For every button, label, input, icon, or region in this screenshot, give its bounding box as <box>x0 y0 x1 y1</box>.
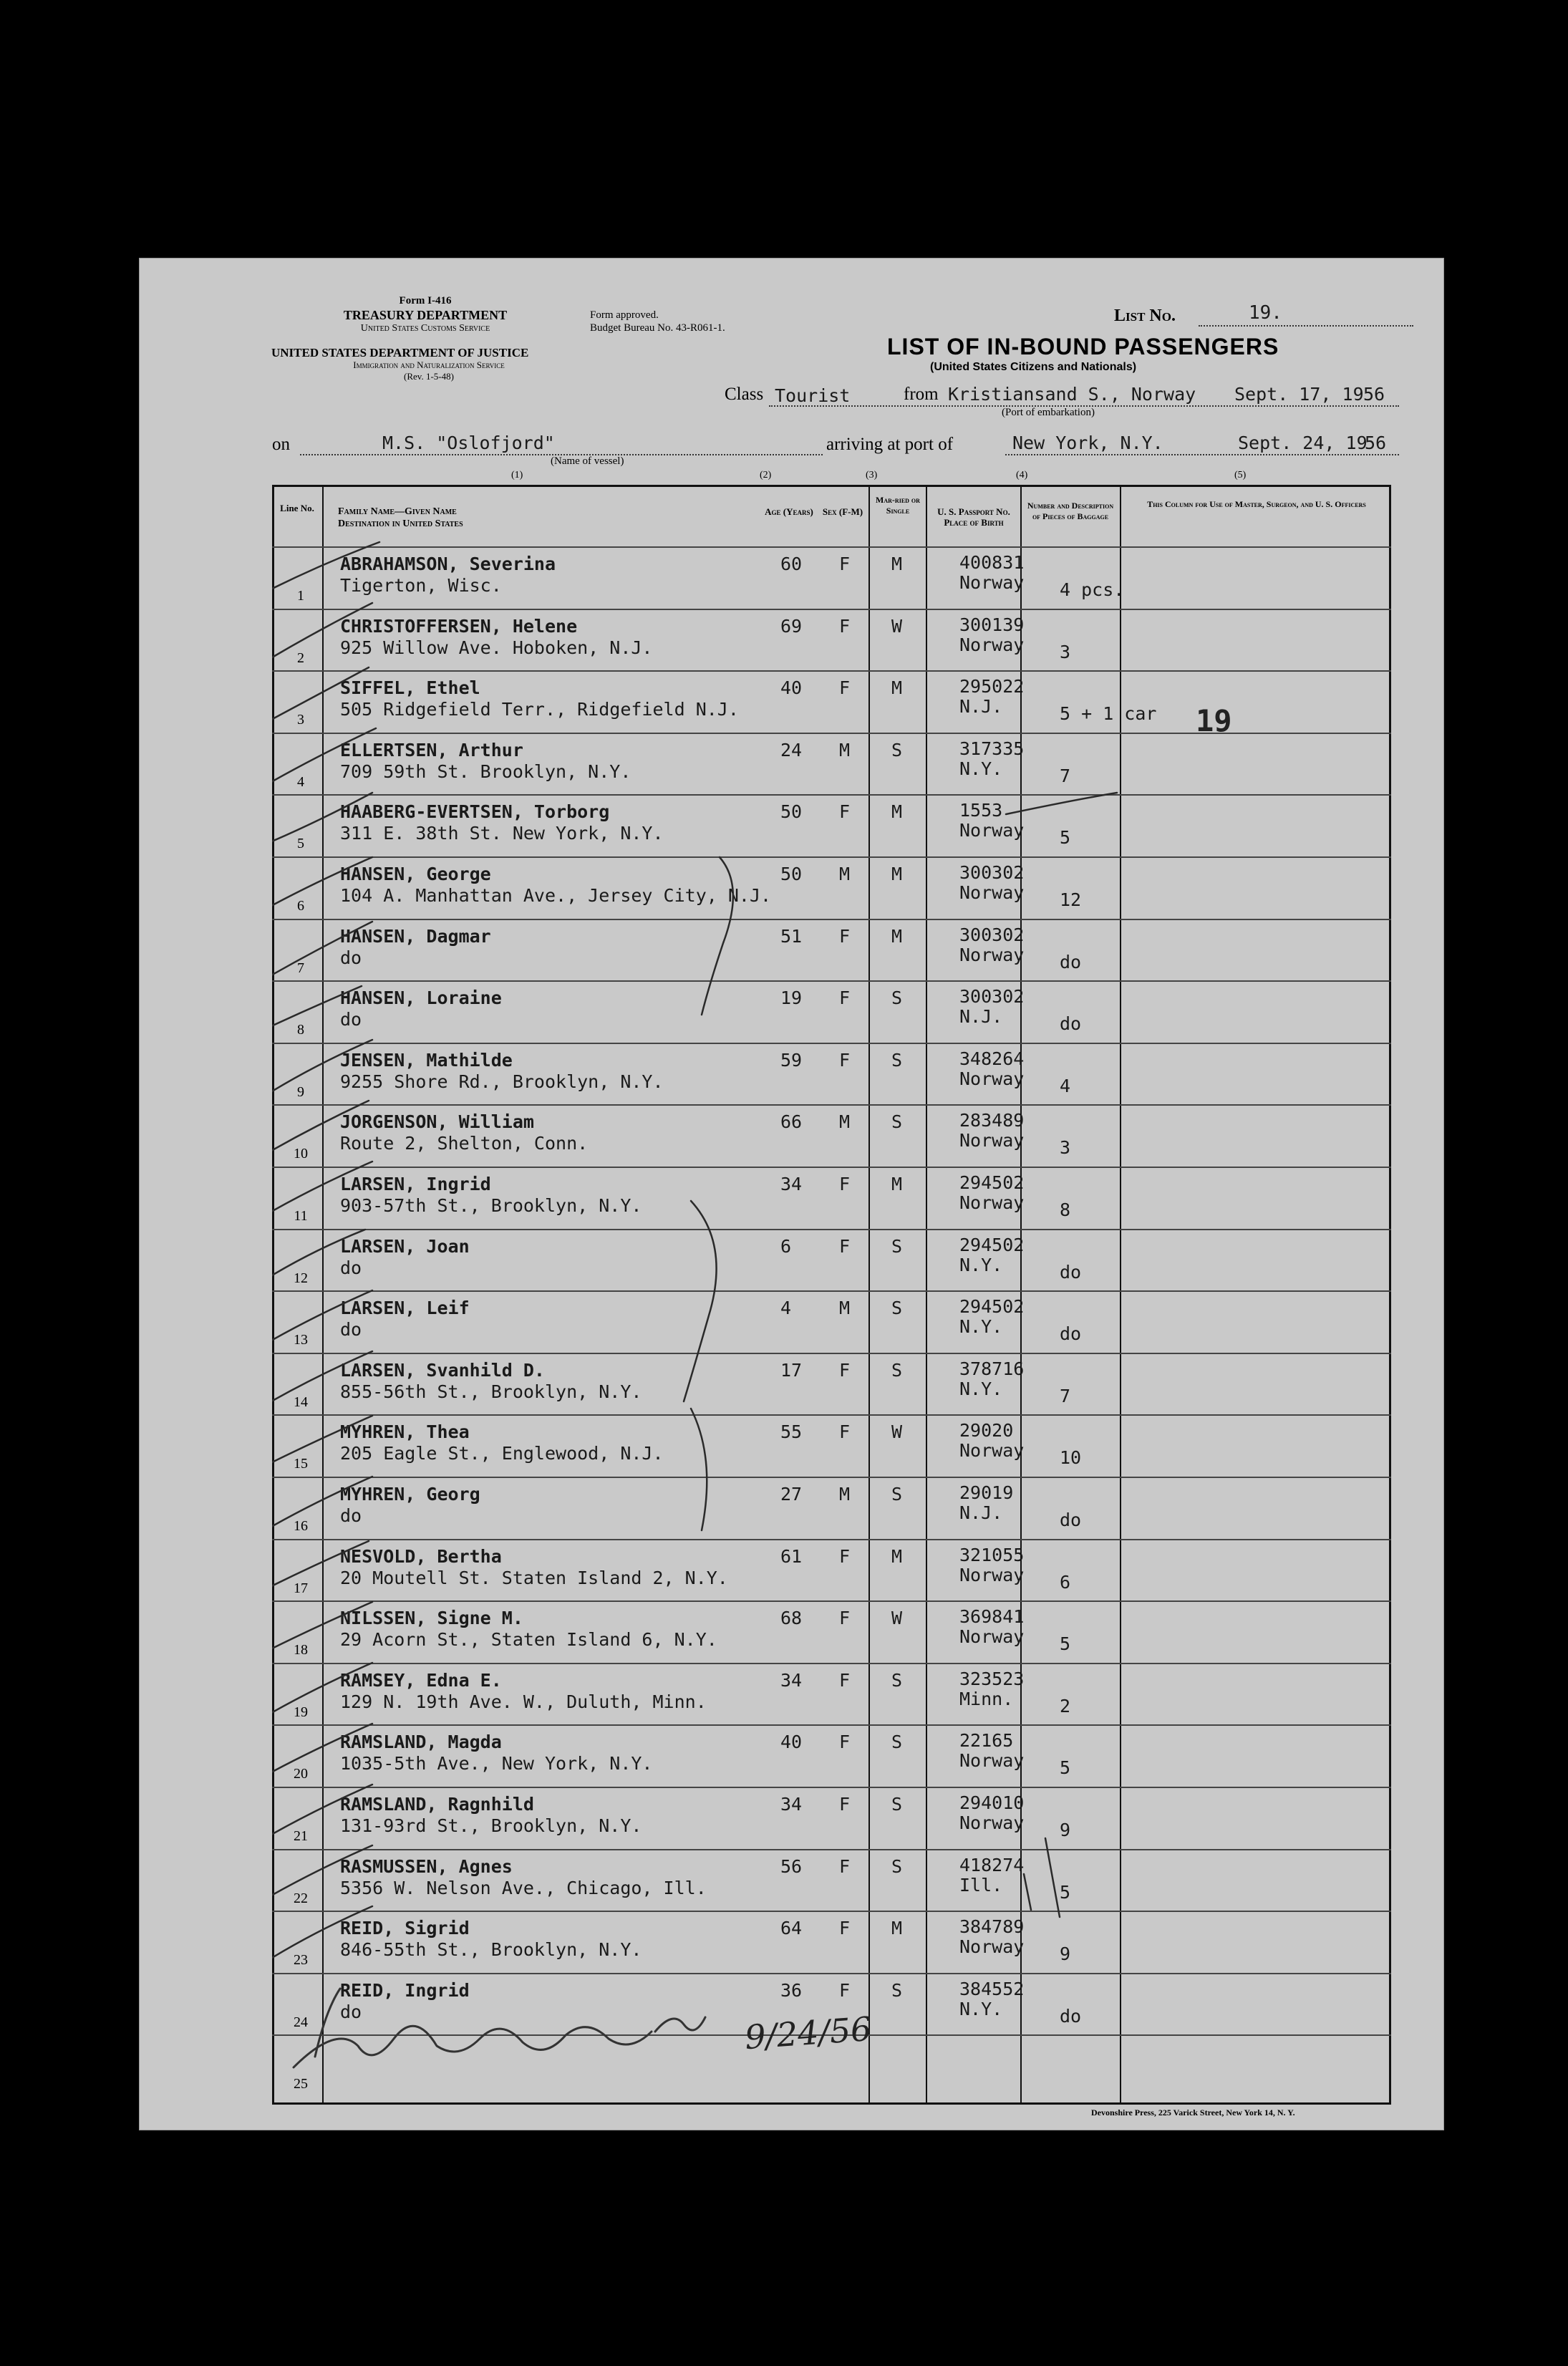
row-age: 40 <box>780 1732 803 1753</box>
row-passport-no: 317335 <box>959 738 1025 759</box>
row-line-no: 14 <box>294 1394 308 1410</box>
row-age: 6 <box>780 1235 792 1257</box>
row-destination: 29 Acorn St., Staten Island 6, N.Y. <box>340 1629 717 1651</box>
row-baggage: 5 <box>1060 1881 1071 1903</box>
check-stroke <box>272 1290 372 1344</box>
arrival-date: Sept. 24, 19 <box>1238 433 1368 453</box>
row-marital-status: S <box>891 1732 903 1753</box>
row-destination: do <box>340 2001 362 2022</box>
row-age: 60 <box>780 554 803 574</box>
row-passport-no: 300139 <box>959 614 1025 635</box>
row-baggage: do <box>1060 1510 1082 1530</box>
row-marital-status: S <box>891 1794 903 1815</box>
row-passport-no: 400831 <box>959 552 1025 573</box>
row-destination: 311 E. 38th St. New York, N.Y. <box>340 823 664 844</box>
row-passport-no: 418274 <box>959 1854 1025 1875</box>
row-family-name: REID, Ingrid <box>340 1979 470 2001</box>
row-birthplace: Norway <box>959 1130 1025 1151</box>
row-age: 56 <box>780 1855 803 1877</box>
row-birthplace: Norway <box>959 1440 1025 1462</box>
row-sex: F <box>839 1855 851 1877</box>
row-line-no: 15 <box>294 1456 308 1472</box>
passenger-manifest-page <box>139 258 1444 2130</box>
row-destination: 129 N. 19th Ave. W., Duluth, Minn. <box>340 1691 707 1712</box>
row-sex: F <box>839 554 851 574</box>
row-baggage: 5 <box>1060 827 1071 849</box>
row-passport-no: 384552 <box>959 1978 1025 1999</box>
departure-date: Sept. 17, 19 <box>1234 384 1364 405</box>
row-family-name: CHRISTOFFERSEN, Helene <box>340 615 578 637</box>
row-line-no: 25 <box>294 2076 308 2092</box>
row-birthplace: N.Y. <box>959 1378 1003 1399</box>
row-sex: M <box>839 864 851 884</box>
row-age: 24 <box>780 739 803 760</box>
check-stroke <box>272 1724 372 1774</box>
row-sex: F <box>839 1918 851 1939</box>
row-family-name: JORGENSON, William <box>340 1111 534 1133</box>
row-birthplace: N.Y. <box>959 1316 1003 1338</box>
row-family-name: ABRAHAMSON, Severina <box>340 554 556 574</box>
row-marital-status: W <box>891 1421 903 1443</box>
col-num-1: (1) <box>511 470 523 481</box>
row-sex: F <box>839 1608 851 1629</box>
row-family-name: HANSEN, Dagmar <box>340 925 491 947</box>
row-passport-no: 1553 <box>959 800 1003 821</box>
row-family-name: JENSEN, Mathilde <box>340 1049 513 1071</box>
row-destination: 1035-5th Ave., New York, N.Y. <box>340 1753 653 1774</box>
row-line-no: 5 <box>297 836 304 852</box>
row-birthplace: Norway <box>959 1812 1025 1833</box>
row-line-no: 7 <box>297 960 304 976</box>
row-sex: F <box>839 1794 851 1815</box>
check-stroke <box>272 603 372 664</box>
row-family-name: LARSEN, Joan <box>340 1235 470 1257</box>
check-stroke <box>272 667 369 721</box>
row-line-no: 4 <box>297 773 304 790</box>
row-destination: 20 Moutell St. Staten Island 2, N.Y. <box>340 1567 728 1588</box>
row-line-no: 17 <box>294 1580 308 1596</box>
row-age: 51 <box>780 925 803 947</box>
row-passport-no: 348264 <box>959 1048 1025 1069</box>
row-age: 50 <box>780 864 803 884</box>
row-destination: do <box>340 947 362 968</box>
row-marital-status: M <box>891 1545 903 1567</box>
row-passport-no: 295022 <box>959 676 1025 697</box>
row-passport-no: 300302 <box>959 986 1025 1008</box>
row-sex: F <box>839 1235 851 1257</box>
row-age: 19 <box>780 988 803 1009</box>
row-age: 36 <box>780 1979 803 2001</box>
row-sex: M <box>839 739 851 760</box>
col-num-5: (5) <box>1234 470 1247 481</box>
check-stroke <box>272 1416 372 1466</box>
row-marital-status: S <box>891 1298 903 1319</box>
row-marital-status: S <box>891 1979 903 2001</box>
row-family-name: ELLERTSEN, Arthur <box>340 739 523 760</box>
arrival-port: New York, N.Y. <box>1012 433 1163 453</box>
class-label: Class <box>725 385 764 404</box>
row-baggage: 4 <box>1060 1075 1071 1096</box>
from-value: Kristiansand S., Norway <box>948 384 1196 405</box>
row-passport-no: 29020 <box>959 1420 1014 1442</box>
form-approved: Form approved. <box>590 309 659 321</box>
list-subtitle: (United States Citizens and Nationals) <box>930 361 1137 373</box>
check-stroke <box>272 1602 372 1652</box>
row-birthplace: Norway <box>959 1626 1025 1648</box>
row-age: 40 <box>780 677 803 699</box>
check-stroke <box>272 542 379 592</box>
check-stroke <box>272 1162 372 1215</box>
row-marital-status: S <box>891 988 903 1009</box>
row-sex: F <box>839 1545 851 1567</box>
row-age: 34 <box>780 1174 803 1194</box>
row-family-name: LARSEN, Ingrid <box>340 1174 491 1194</box>
row-birthplace: Norway <box>959 820 1025 841</box>
row-destination: do <box>340 1257 362 1278</box>
row-baggage: 5 <box>1060 1633 1071 1655</box>
row-baggage: 5 <box>1060 1757 1071 1779</box>
row-line-no: 13 <box>294 1332 308 1348</box>
row-passport-no: 29019 <box>959 1482 1014 1503</box>
row-sex: F <box>839 1049 851 1071</box>
row-birthplace: Norway <box>959 634 1025 655</box>
row-marital-status: M <box>891 1918 903 1939</box>
row-sex: F <box>839 1732 851 1753</box>
on-label: on <box>272 435 290 454</box>
row-baggage: 3 <box>1060 1137 1071 1159</box>
row-baggage: 7 <box>1060 1385 1071 1406</box>
row-age: 27 <box>780 1484 803 1505</box>
immigration-service: Immigration and Naturalization Service <box>353 359 505 370</box>
row-age: 61 <box>780 1545 803 1567</box>
check-stroke <box>272 1101 369 1154</box>
row-destination: 925 Willow Ave. Hoboken, N.J. <box>340 637 653 658</box>
row-marital-status: S <box>891 1669 903 1691</box>
dash-stroke <box>1024 1874 1031 1910</box>
row-sex: M <box>839 1298 851 1319</box>
treasury-dept: TREASURY DEPARTMENT <box>343 308 508 322</box>
check-stroke <box>272 793 372 843</box>
dash-stroke <box>1045 1838 1060 1917</box>
row-baggage: do <box>1060 951 1082 972</box>
row-passport-no: 294010 <box>959 1792 1025 1813</box>
row-destination: 505 Ridgefield Terr., Ridgefield N.J. <box>340 699 739 720</box>
list-no-value: 19. <box>1249 302 1282 324</box>
row-birthplace: N.Y. <box>959 758 1003 779</box>
row-sex: F <box>839 1174 851 1194</box>
row-line-no: 1 <box>297 588 304 604</box>
row-marital-status: M <box>891 677 903 699</box>
row-baggage: 9 <box>1060 1820 1071 1840</box>
row-passport-no: 294502 <box>959 1234 1025 1255</box>
row-destination: Tigerton, Wisc. <box>340 575 502 596</box>
row-marital-status: S <box>891 739 903 760</box>
arrival-rule <box>1005 454 1399 455</box>
row-line-no: 2 <box>297 650 304 666</box>
from-label: from <box>904 385 939 404</box>
row-passport-no: 384789 <box>959 1916 1025 1938</box>
row-marital-status: S <box>891 1484 903 1505</box>
row-sex: F <box>839 801 851 823</box>
row-passport-no: 22165 <box>959 1730 1014 1752</box>
row-line-no: 12 <box>294 1270 308 1286</box>
vessel-name: M.S. "Oslofjord" <box>382 433 555 453</box>
header-age: Age (Years) <box>765 506 813 517</box>
port-caption: (Port of embarkation) <box>1002 407 1095 418</box>
row-birthplace: Norway <box>959 1750 1025 1772</box>
row-age: 34 <box>780 1794 803 1815</box>
row-line-no: 11 <box>294 1208 308 1224</box>
row-line-no: 9 <box>297 1083 304 1100</box>
row-line-no: 3 <box>297 712 304 728</box>
row-destination: 709 59th St. Brooklyn, N.Y. <box>340 760 631 782</box>
row-passport-no: 321055 <box>959 1544 1025 1565</box>
row-destination: 846-55th St., Brooklyn, N.Y. <box>340 1939 642 1961</box>
row-baggage: 2 <box>1060 1695 1071 1716</box>
arriving-label: arriving at port of <box>826 435 954 454</box>
row-birthplace: Norway <box>959 1936 1025 1958</box>
row-age: 59 <box>780 1049 803 1071</box>
row-line-no: 22 <box>294 1890 308 1906</box>
row-destination: Route 2, Shelton, Conn. <box>340 1133 589 1154</box>
row-marital-status: M <box>891 864 903 884</box>
list-no-rule <box>1199 325 1413 327</box>
check-stroke <box>272 1230 365 1280</box>
row-marital-status: M <box>891 554 903 574</box>
row-destination: 5356 W. Nelson Ave., Chicago, Ill. <box>340 1877 707 1898</box>
row-line-no: 21 <box>294 1828 308 1844</box>
header-passport: U. S. Passport No. Place of Birth <box>937 506 1010 528</box>
check-stroke <box>272 986 362 1029</box>
row-line-no: 18 <box>294 1642 308 1658</box>
row-marital-status: S <box>891 1855 903 1877</box>
officer-note: 19 <box>1196 703 1232 738</box>
brace-stroke <box>684 1201 717 1401</box>
header-name: Family Name—Given Name <box>338 506 457 517</box>
row-family-name: LARSEN, Leif <box>340 1298 470 1319</box>
row-baggage: 9 <box>1060 1944 1071 1965</box>
row-line-no: 20 <box>294 1766 308 1782</box>
row-line-no: 24 <box>294 2014 308 2030</box>
budget-bureau: Budget Bureau No. 43-R061-1. <box>590 322 725 334</box>
row-destination: do <box>340 1319 362 1341</box>
row-marital-status: W <box>891 615 903 637</box>
row-marital-status: M <box>891 925 903 947</box>
row-destination: 205 Eagle St., Englewood, N.J. <box>340 1443 664 1464</box>
row-passport-no: 323523 <box>959 1668 1025 1689</box>
header-sex: Sex (F-M) <box>822 506 863 517</box>
row-passport-no: 369841 <box>959 1606 1025 1628</box>
row-family-name: HAABERG-EVERTSEN, Torborg <box>340 801 610 823</box>
row-family-name: LARSEN, Svanhild D. <box>340 1359 545 1381</box>
row-destination: 131-93rd St., Brooklyn, N.Y. <box>340 1815 642 1836</box>
row-marital-status: M <box>891 801 903 823</box>
row-sex: F <box>839 615 851 637</box>
justice-dept: UNITED STATES DEPARTMENT OF JUSTICE <box>271 346 529 359</box>
row-birthplace: N.J. <box>959 696 1003 718</box>
col-num-3: (3) <box>866 470 878 481</box>
row-passport-no: 300302 <box>959 924 1025 945</box>
row-baggage: 6 <box>1060 1571 1071 1593</box>
row-marital-status: S <box>891 1111 903 1133</box>
row-sex: F <box>839 988 851 1009</box>
check-stroke <box>272 857 372 907</box>
row-passport-no: 283489 <box>959 1110 1025 1131</box>
check-stroke <box>272 728 376 786</box>
row-birthplace: N.J. <box>959 1006 1003 1028</box>
row-baggage: 4 pcs. <box>1060 579 1125 600</box>
header-line-no: Line No. <box>280 503 314 513</box>
row-birthplace: Norway <box>959 572 1025 593</box>
row-baggage: 8 <box>1060 1199 1071 1220</box>
row-baggage: 5 + 1 car <box>1060 703 1157 725</box>
row-birthplace: Norway <box>959 882 1025 903</box>
row-marital-status: S <box>891 1235 903 1257</box>
row-baggage: 7 <box>1060 765 1071 786</box>
row-line-no: 16 <box>294 1518 308 1534</box>
row-birthplace: Ill. <box>959 1874 1003 1896</box>
row-sex: F <box>839 1359 851 1381</box>
list-no-label: List No. <box>1114 306 1176 325</box>
check-stroke <box>272 1906 372 1960</box>
col-num-4: (4) <box>1016 470 1028 481</box>
row-destination: do <box>340 1505 362 1526</box>
brace-stroke <box>702 857 733 1015</box>
row-family-name: NESVOLD, Bertha <box>340 1545 502 1567</box>
row-destination: 9255 Shore Rd., Brooklyn, N.Y. <box>340 1071 664 1092</box>
row-baggage: do <box>1060 1013 1082 1035</box>
row-age: 34 <box>780 1669 803 1691</box>
departure-year: 56 <box>1363 384 1385 405</box>
row-age: 64 <box>780 1918 803 1939</box>
row-line-no: 8 <box>297 1022 304 1038</box>
row-family-name: RAMSEY, Edna E. <box>340 1669 502 1691</box>
row-birthplace: N.J. <box>959 1502 1003 1523</box>
row-family-name: HANSEN, George <box>340 864 491 884</box>
row-family-name: MYHREN, Thea <box>340 1421 470 1443</box>
row-destination: 903-57th St., Brooklyn, N.Y. <box>340 1195 642 1216</box>
row-baggage: do <box>1060 1323 1082 1345</box>
row-destination: 104 A. Manhattan Ave., Jersey City, N.J. <box>340 885 772 906</box>
row-passport-no: 378716 <box>959 1358 1025 1379</box>
row-family-name: RAMSLAND, Magda <box>340 1732 502 1753</box>
row-sex: F <box>839 1979 851 2001</box>
check-stroke <box>272 1785 372 1838</box>
row-birthplace: N.Y. <box>959 1998 1003 2019</box>
row-marital-status: S <box>891 1049 903 1071</box>
row-sex: F <box>839 925 851 947</box>
row-passport-no: 300302 <box>959 862 1025 883</box>
check-stroke <box>272 1040 372 1093</box>
form-id: Form I-416 <box>399 295 452 306</box>
vessel-caption: (Name of vessel) <box>551 455 624 467</box>
row-baggage: do <box>1060 2005 1082 2027</box>
check-stroke <box>272 922 372 979</box>
class-value: Tourist <box>775 385 851 406</box>
row-family-name: HANSEN, Loraine <box>340 988 502 1009</box>
col-num-2: (2) <box>760 470 772 481</box>
row-birthplace: Norway <box>959 1192 1025 1213</box>
check-stroke <box>272 1845 372 1899</box>
row-sex: F <box>839 1669 851 1691</box>
row-age: 66 <box>780 1111 803 1133</box>
revision: (Rev. 1-5-48) <box>404 371 454 382</box>
row-age: 17 <box>780 1359 803 1381</box>
check-stroke <box>272 1541 369 1591</box>
row-age: 69 <box>780 615 803 637</box>
row-family-name: MYHREN, Georg <box>340 1484 480 1505</box>
row-birthplace: Minn. <box>959 1688 1014 1709</box>
row-age: 4 <box>780 1298 792 1319</box>
handwritten-marks <box>272 485 1391 2105</box>
row-birthplace: N.Y. <box>959 1254 1003 1275</box>
row-line-no: 6 <box>297 898 304 914</box>
dash-stroke <box>1006 793 1117 814</box>
row-baggage: do <box>1060 1261 1082 1283</box>
printer-imprint: Devonshire Press, 225 Varick Street, New York 14, N. Y. <box>1091 2107 1295 2118</box>
row-passport-no: 294502 <box>959 1296 1025 1318</box>
brace-stroke <box>691 1409 707 1530</box>
row-family-name: NILSSEN, Signe M. <box>340 1608 523 1629</box>
row-age: 50 <box>780 801 803 823</box>
row-sex: F <box>839 677 851 699</box>
row-marital-status: M <box>891 1174 903 1194</box>
row-line-no: 10 <box>294 1146 308 1162</box>
row-baggage: 3 <box>1060 641 1071 662</box>
row-family-name: RAMSLAND, Ragnhild <box>340 1794 534 1815</box>
header-destination: Destination in United States <box>338 518 463 529</box>
row-sex: M <box>839 1111 851 1133</box>
arrival-year: 56 <box>1365 433 1387 453</box>
row-line-no: 23 <box>294 1952 308 1969</box>
row-sex: M <box>839 1484 851 1505</box>
check-stroke <box>272 1477 372 1530</box>
passenger-table <box>272 485 1391 2105</box>
check-stroke <box>272 1351 372 1405</box>
row-passport-no: 294502 <box>959 1172 1025 1193</box>
row-destination: 855-56th St., Brooklyn, N.Y. <box>340 1381 642 1402</box>
customs-service: United States Customs Service <box>360 323 490 334</box>
row-birthplace: Norway <box>959 944 1025 965</box>
row-family-name: REID, Sigrid <box>340 1918 470 1939</box>
row-baggage: 10 <box>1060 1447 1082 1469</box>
row-marital-status: S <box>891 1359 903 1381</box>
list-title: LIST OF IN-BOUND PASSENGERS <box>887 334 1279 359</box>
row-age: 68 <box>780 1608 803 1629</box>
row-birthplace: Norway <box>959 1068 1025 1089</box>
row-destination: do <box>340 1009 362 1030</box>
header-officers: This Column for Use of Master, Surgeon, and U. S. Officers <box>1147 499 1366 509</box>
row-age: 55 <box>780 1421 803 1443</box>
check-stroke <box>272 1663 372 1716</box>
row-family-name: SIFFEL, Ethel <box>340 677 480 699</box>
inspector-signature <box>294 1989 705 2067</box>
row-line-no: 19 <box>294 1704 308 1720</box>
header-baggage: Number and Description of Pieces of Baggage <box>1027 501 1114 521</box>
row-family-name: RASMUSSEN, Agnes <box>340 1855 513 1877</box>
row-sex: F <box>839 1421 851 1443</box>
row-marital-status: W <box>891 1608 903 1629</box>
row-baggage: 12 <box>1060 889 1082 910</box>
signature-date: 9/24/56 <box>743 2009 873 2057</box>
header-married: Mar-ried or Single <box>876 495 920 516</box>
row-birthplace: Norway <box>959 1564 1025 1585</box>
